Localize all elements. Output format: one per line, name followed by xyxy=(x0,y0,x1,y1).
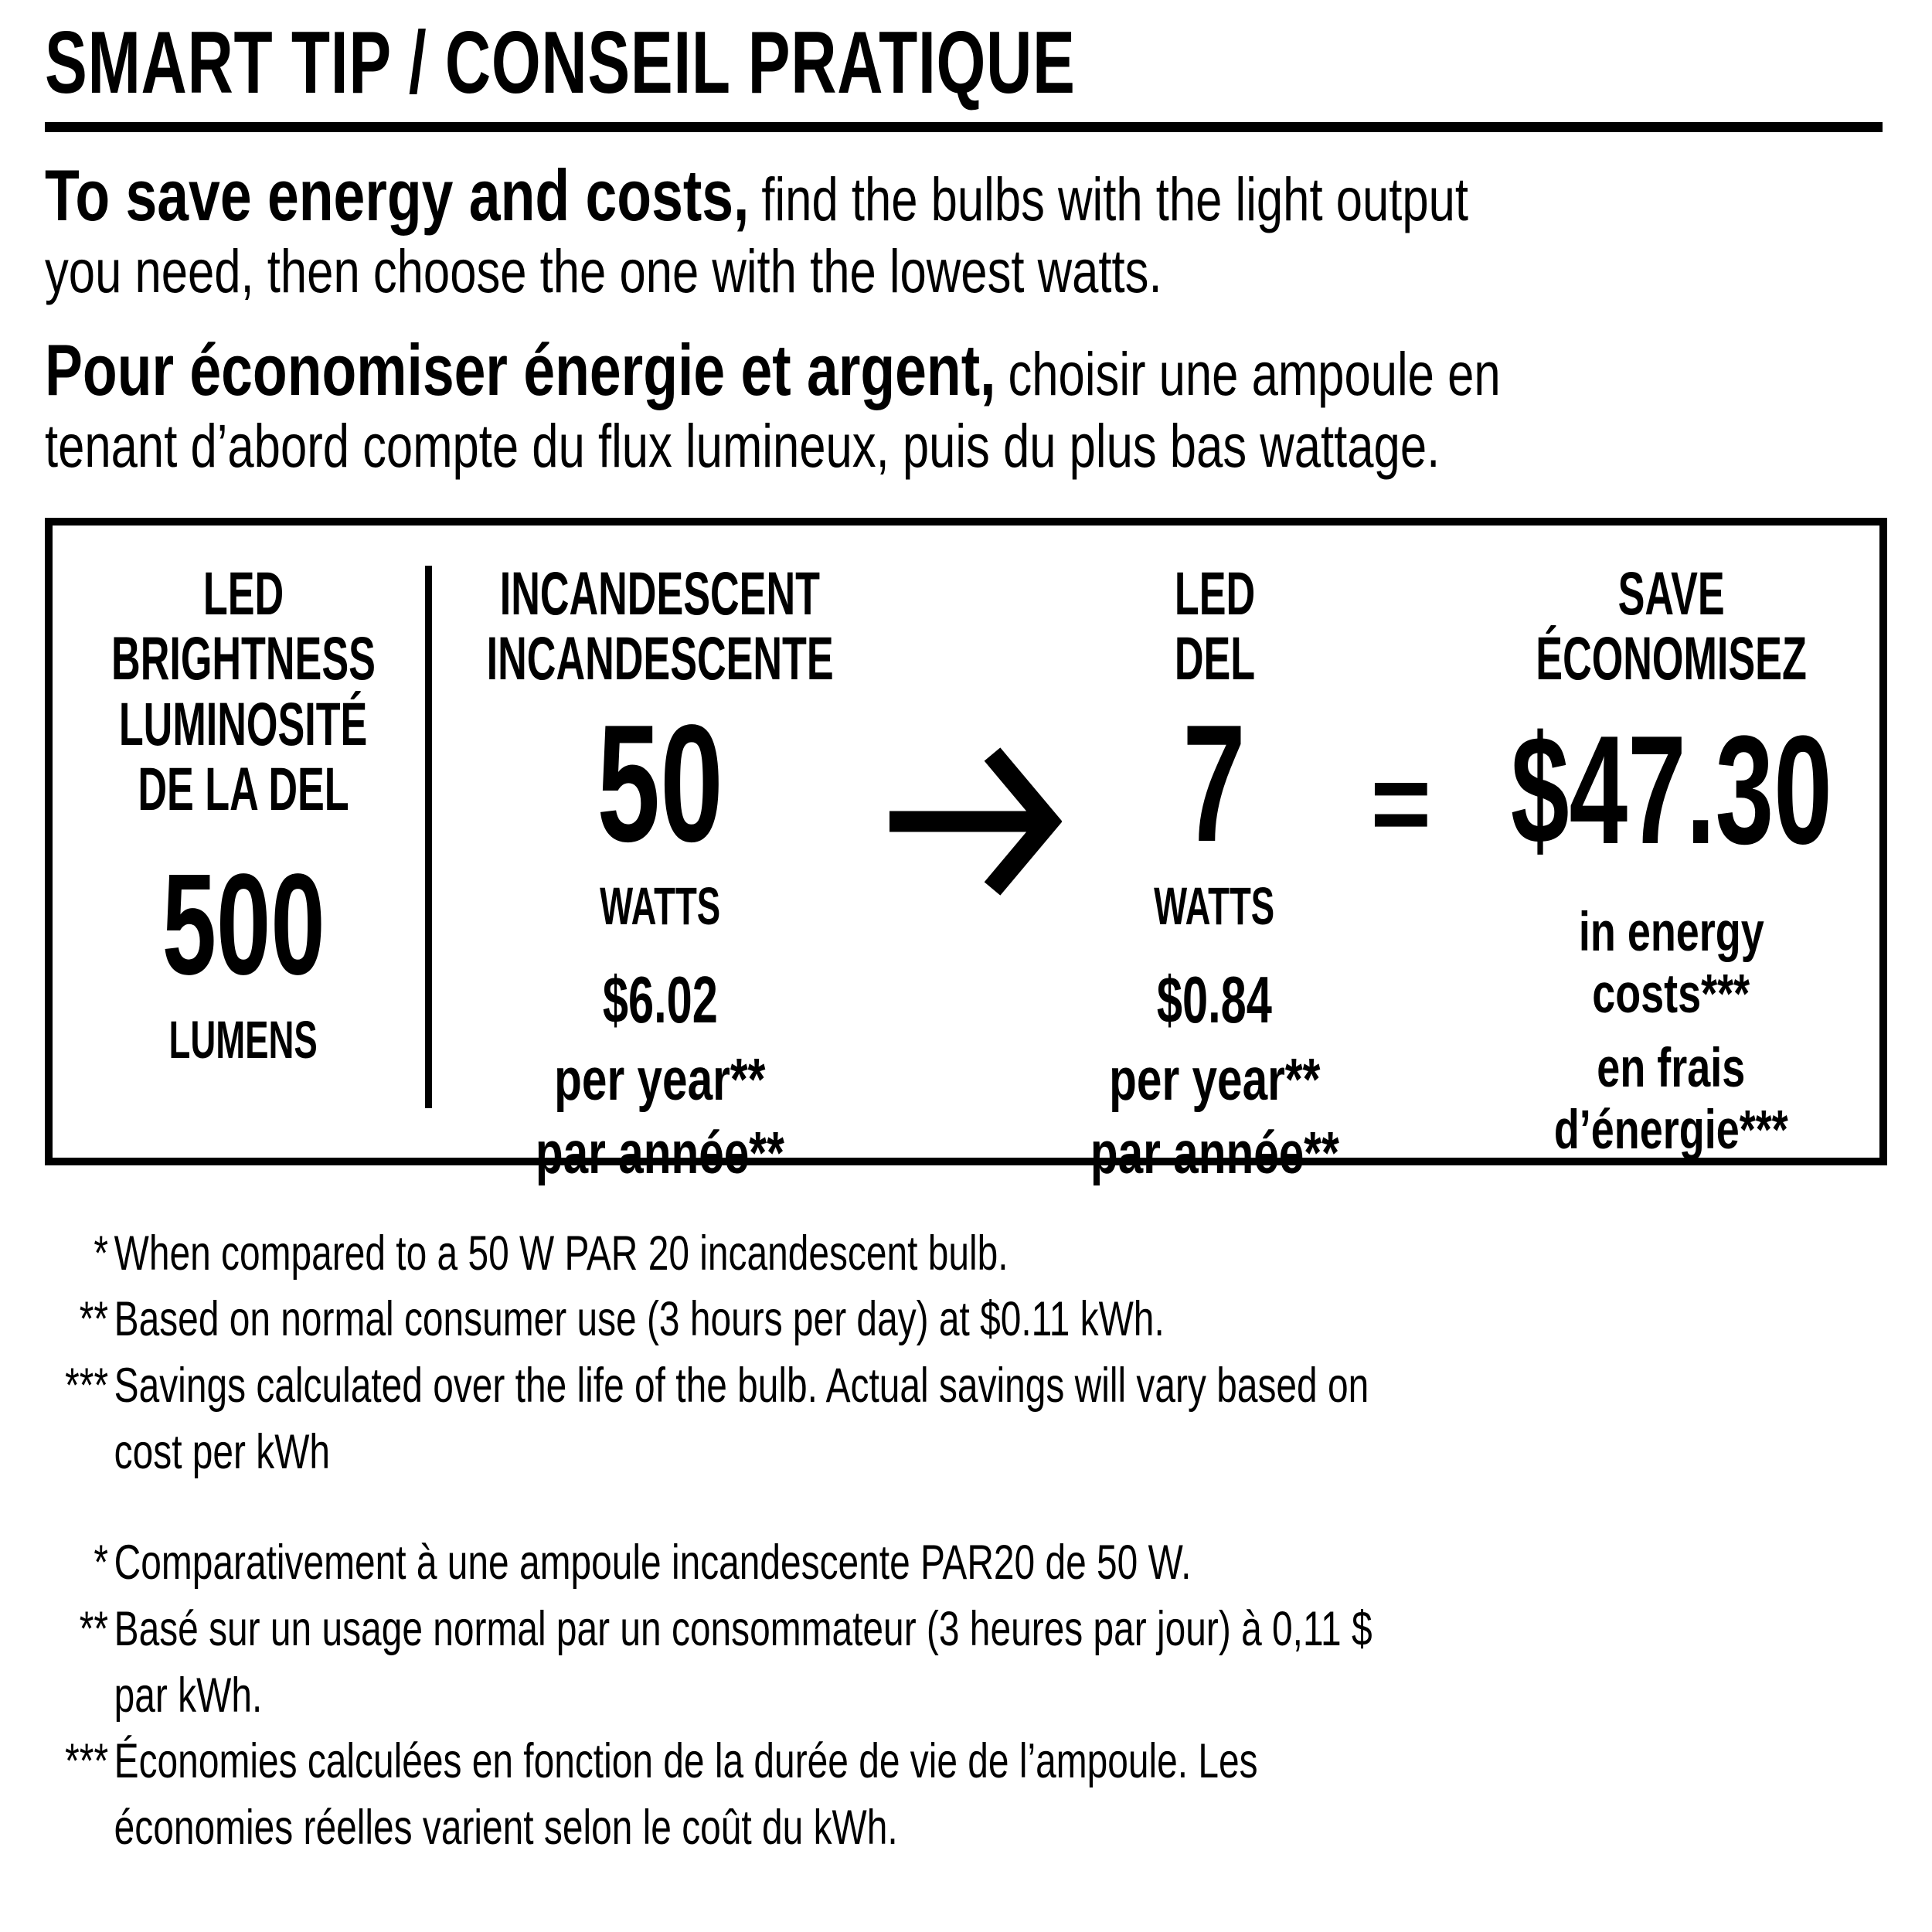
save-amount: $47.30 xyxy=(1510,703,1832,876)
footnote-en-3: *** Savings calculated over the life of the bulb. Actual savings will vary based on cost per kWh xyxy=(45,1353,1887,1485)
incandescent-cost: $6.02 xyxy=(602,963,718,1037)
arrow-cell xyxy=(888,561,1062,918)
save-label: SAVE ÉCONOMISEZ xyxy=(1536,558,1807,693)
intro-en-line1 xyxy=(45,154,1887,236)
footnote-marker: ** xyxy=(79,1601,109,1656)
footnote-fr-3: *** Économies calculées en fonction de la durée de vie de l’ampoule. Les économies réelles varient selon le coût du kWh. xyxy=(45,1729,1887,1861)
intro-fr-line2: tenant d’abord compte du flux lumineux, puis du plus bas wattage. xyxy=(45,411,1440,481)
intro-english xyxy=(45,154,1887,305)
footnote-en-1: * When compared to a 50 W PAR 20 incandescent bulb. xyxy=(45,1221,1887,1287)
incandescent-column xyxy=(432,558,888,1191)
incandescent-watts-unit: WATTS xyxy=(599,876,720,936)
led-watts-value: 7 xyxy=(1182,689,1247,876)
footnote-marker: ** xyxy=(79,1292,109,1347)
led-cost: $0.84 xyxy=(1157,963,1272,1037)
led-column xyxy=(1062,558,1367,1191)
lumens-value: 500 xyxy=(162,844,325,1005)
intro-fr-rest: choisir une ampoule en xyxy=(1008,339,1501,409)
footnote-marker: *** xyxy=(65,1734,109,1789)
intro-fr-lead: Pour économiser énergie et argent, xyxy=(45,329,996,411)
footnote-marker: * xyxy=(94,1226,109,1281)
footnotes-french xyxy=(45,1530,1887,1861)
footnote-marker: * xyxy=(94,1536,109,1590)
incandescent-watts-value: 50 xyxy=(597,689,723,876)
footnotes-english xyxy=(45,1221,1887,1486)
brightness-column xyxy=(62,558,425,1070)
led-per-year: per year** par année** xyxy=(1090,1046,1339,1187)
incandescent-label: INCANDESCENT INCANDESCENTE xyxy=(486,558,834,693)
led-watts-unit: WATTS xyxy=(1154,876,1275,936)
equals-sign: = xyxy=(1370,737,1432,868)
footnote-marker: *** xyxy=(65,1358,109,1413)
footnote-fr-1: * Comparativement à une ampoule incandescente PAR20 de 50 W. xyxy=(45,1530,1887,1597)
footnote-en-2: ** Based on normal consumer use (3 hours per day) at $0.11 kWh. xyxy=(45,1287,1887,1353)
save-sub-french: en frais d’énergie*** xyxy=(1554,1038,1788,1162)
brightness-label: LED BRIGHTNESS LUMINOSITÉ DE LA DEL xyxy=(111,558,376,824)
save-column xyxy=(1435,558,1908,1162)
right-arrow-icon xyxy=(888,725,1062,918)
page-title-row xyxy=(45,14,1887,112)
page-title: SMART TIP / CONSEIL PRATIQUE xyxy=(45,14,1076,112)
led-label: LED DEL xyxy=(1174,558,1255,693)
lumens-unit: LUMENS xyxy=(168,1009,318,1070)
intro-en-lead: To save energy and costs, xyxy=(45,154,750,236)
header-rule xyxy=(45,122,1883,132)
footnotes xyxy=(45,1221,1887,1862)
intro-en-rest: find the bulbs with the light output xyxy=(761,164,1469,233)
comparison-box xyxy=(45,518,1887,1187)
incandescent-per-year: per year** par année** xyxy=(535,1046,784,1187)
intro-french xyxy=(45,329,1887,481)
save-sub-english: in energy costs*** xyxy=(1578,901,1764,1025)
intro-en-line2: you need, then choose the one with the lowest watts. xyxy=(45,236,1162,305)
intro-fr-line1 xyxy=(45,329,1887,411)
footnote-fr-2: ** Basé sur un usage normal par un consommateur (3 heures par jour) à 0,11 $ par kWh. xyxy=(45,1597,1887,1729)
